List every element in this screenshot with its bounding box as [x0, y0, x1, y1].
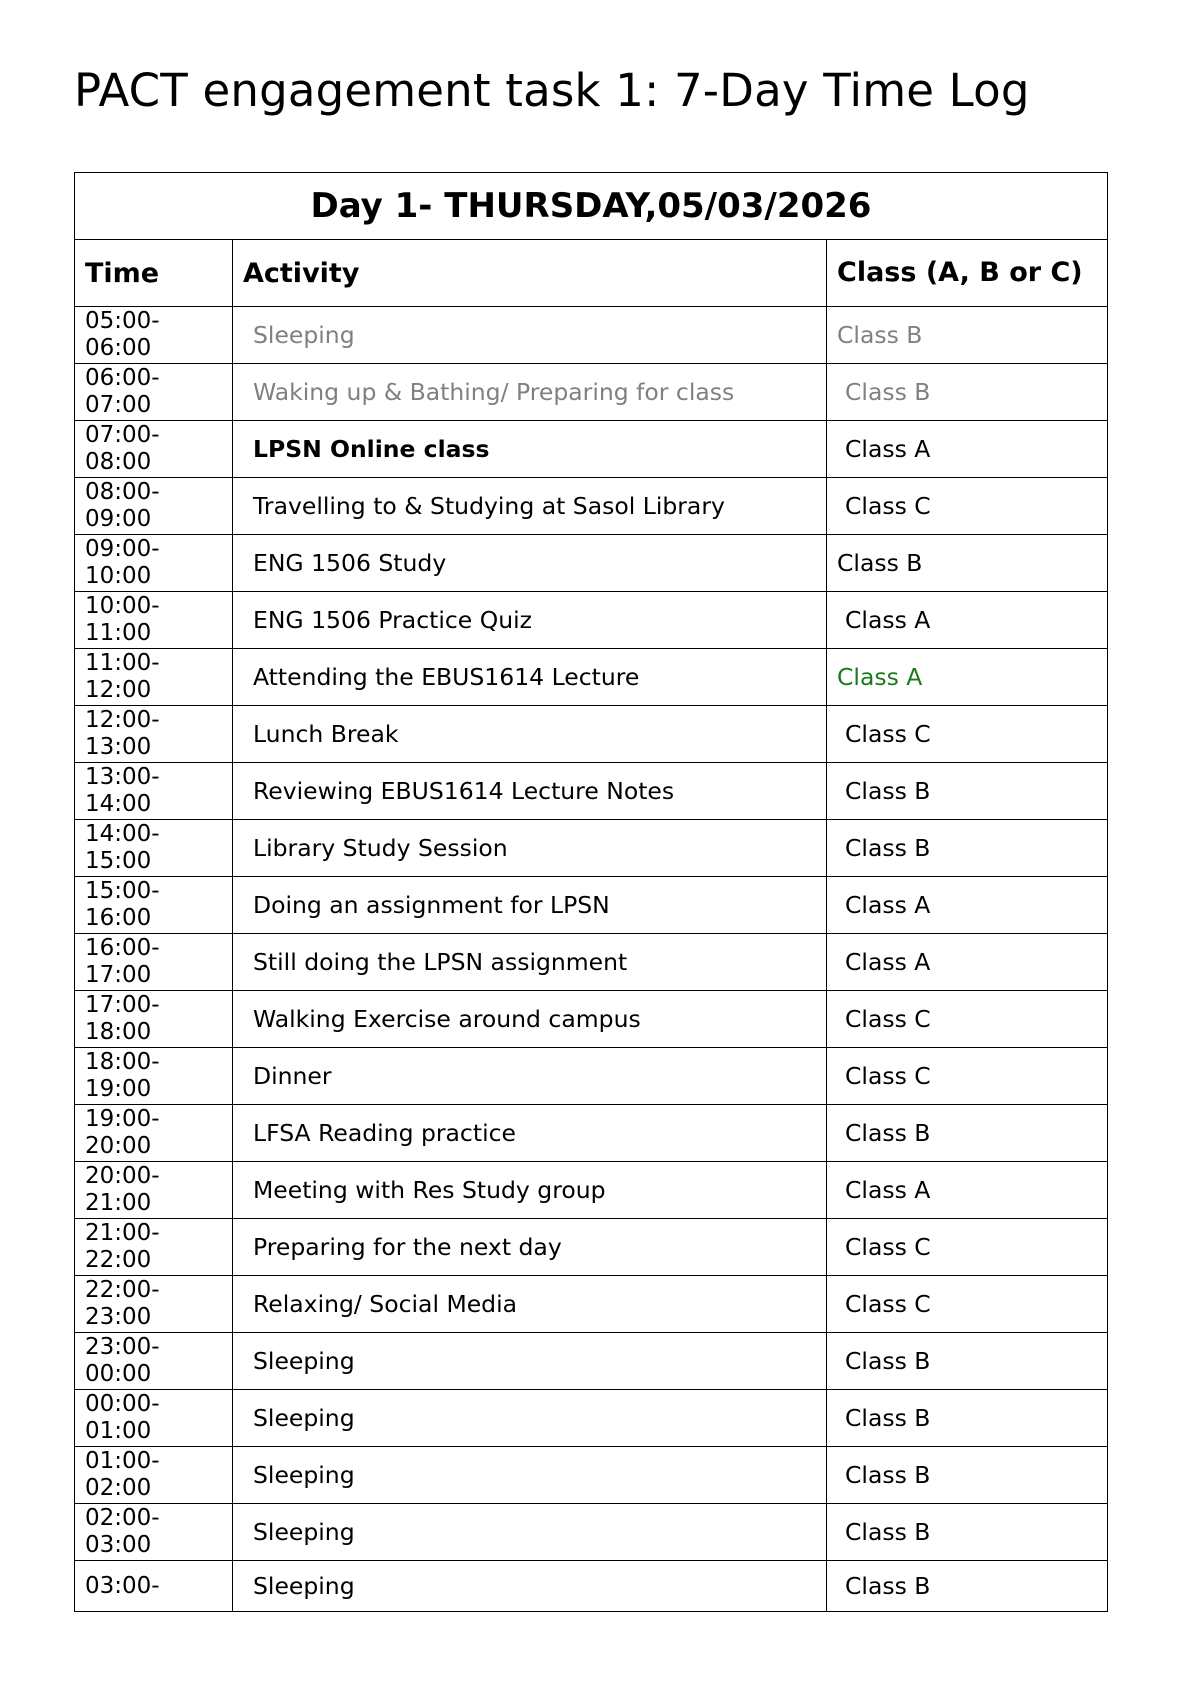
time-cell: 06:00- 07:00 [75, 364, 233, 421]
table-row [75, 535, 1108, 592]
time-cell: 05:00- 06:00 [75, 307, 233, 364]
activity-column-header: Activity [233, 240, 827, 307]
class-column-header: Class (A, B or C) [827, 240, 1108, 307]
table-row [75, 1447, 1108, 1504]
time-log-table [74, 172, 1108, 1612]
time-cell: 17:00- 18:00 [75, 991, 233, 1048]
table-row [75, 1105, 1108, 1162]
activity-cell: ENG 1506 Practice Quiz [233, 592, 827, 649]
activity-cell: Attending the EBUS1614 Lecture [233, 649, 827, 706]
class-cell: Class B [827, 1447, 1108, 1504]
time-cell: 13:00- 14:00 [75, 763, 233, 820]
class-cell: Class B [827, 1504, 1108, 1561]
activity-cell: Sleeping [233, 1447, 827, 1504]
activity-cell: Doing an assignment for LPSN [233, 877, 827, 934]
table-row [75, 763, 1108, 820]
class-cell: Class C [827, 1048, 1108, 1105]
table-row [75, 820, 1108, 877]
activity-cell: Waking up & Bathing/ Preparing for class [233, 364, 827, 421]
class-cell: Class A [827, 877, 1108, 934]
time-cell: 00:00- 01:00 [75, 1390, 233, 1447]
time-cell: 01:00- 02:00 [75, 1447, 233, 1504]
class-cell: Class A [827, 592, 1108, 649]
table-row [75, 592, 1108, 649]
activity-cell: Relaxing/ Social Media [233, 1276, 827, 1333]
class-cell: Class B [827, 307, 1108, 364]
time-cell: 15:00- 16:00 [75, 877, 233, 934]
class-cell: Class B [827, 1333, 1108, 1390]
time-cell: 20:00- 21:00 [75, 1162, 233, 1219]
table-row [75, 421, 1108, 478]
class-cell: Class B [827, 1105, 1108, 1162]
table-row [75, 934, 1108, 991]
class-cell: Class A [827, 649, 1108, 706]
document-title: PACT engagement task 1: 7-Day Time Log [74, 64, 1030, 117]
table-row [75, 649, 1108, 706]
time-cell: 22:00- 23:00 [75, 1276, 233, 1333]
activity-cell: Preparing for the next day [233, 1219, 827, 1276]
activity-cell: LFSA Reading practice [233, 1105, 827, 1162]
activity-cell: ENG 1506 Study [233, 535, 827, 592]
activity-cell: Sleeping [233, 1561, 827, 1612]
table-row [75, 478, 1108, 535]
activity-cell: Lunch Break [233, 706, 827, 763]
table-row [75, 1219, 1108, 1276]
activity-cell: Meeting with Res Study group [233, 1162, 827, 1219]
time-cell: 18:00- 19:00 [75, 1048, 233, 1105]
time-cell: 07:00- 08:00 [75, 421, 233, 478]
class-cell: Class A [827, 934, 1108, 991]
class-cell: Class B [827, 1390, 1108, 1447]
class-cell: Class A [827, 1162, 1108, 1219]
table-row [75, 1048, 1108, 1105]
table-row [75, 1276, 1108, 1333]
activity-cell: Still doing the LPSN assignment [233, 934, 827, 991]
table-row [75, 364, 1108, 421]
time-cell: 14:00- 15:00 [75, 820, 233, 877]
time-cell: 10:00- 11:00 [75, 592, 233, 649]
day-header-row [75, 173, 1108, 240]
activity-cell: Walking Exercise around campus [233, 991, 827, 1048]
time-column-header: Time [75, 240, 233, 307]
class-cell: Class C [827, 991, 1108, 1048]
class-cell: Class B [827, 763, 1108, 820]
class-cell: Class C [827, 1276, 1108, 1333]
class-cell: Class C [827, 1219, 1108, 1276]
class-cell: Class B [827, 820, 1108, 877]
table-row [75, 1390, 1108, 1447]
class-cell: Class C [827, 478, 1108, 535]
table-row [75, 1333, 1108, 1390]
table-row [75, 1162, 1108, 1219]
table-row [75, 991, 1108, 1048]
class-cell: Class B [827, 1561, 1108, 1612]
activity-cell: Sleeping [233, 1390, 827, 1447]
activity-cell: Travelling to & Studying at Sasol Library [233, 478, 827, 535]
table-row [75, 877, 1108, 934]
time-cell: 02:00- 03:00 [75, 1504, 233, 1561]
time-cell: 19:00- 20:00 [75, 1105, 233, 1162]
day-header: Day 1- THURSDAY,05/03/2026 [75, 173, 1108, 240]
activity-cell: Reviewing EBUS1614 Lecture Notes [233, 763, 827, 820]
class-cell: Class A [827, 421, 1108, 478]
class-cell: Class B [827, 364, 1108, 421]
table-row [75, 706, 1108, 763]
activity-cell: LPSN Online class [233, 421, 827, 478]
class-cell: Class C [827, 706, 1108, 763]
time-cell: 23:00- 00:00 [75, 1333, 233, 1390]
activity-cell: Sleeping [233, 1504, 827, 1561]
time-cell: 16:00- 17:00 [75, 934, 233, 991]
activity-cell: Sleeping [233, 307, 827, 364]
time-cell: 12:00- 13:00 [75, 706, 233, 763]
activity-cell: Library Study Session [233, 820, 827, 877]
time-cell: 09:00- 10:00 [75, 535, 233, 592]
time-cell: 11:00- 12:00 [75, 649, 233, 706]
table-row [75, 1561, 1108, 1612]
column-header-row [75, 240, 1108, 307]
activity-cell: Sleeping [233, 1333, 827, 1390]
time-cell: 08:00- 09:00 [75, 478, 233, 535]
class-cell: Class B [827, 535, 1108, 592]
time-cell: 21:00- 22:00 [75, 1219, 233, 1276]
table-row [75, 307, 1108, 364]
activity-cell: Dinner [233, 1048, 827, 1105]
table-row [75, 1504, 1108, 1561]
time-cell: 03:00- [75, 1561, 233, 1612]
